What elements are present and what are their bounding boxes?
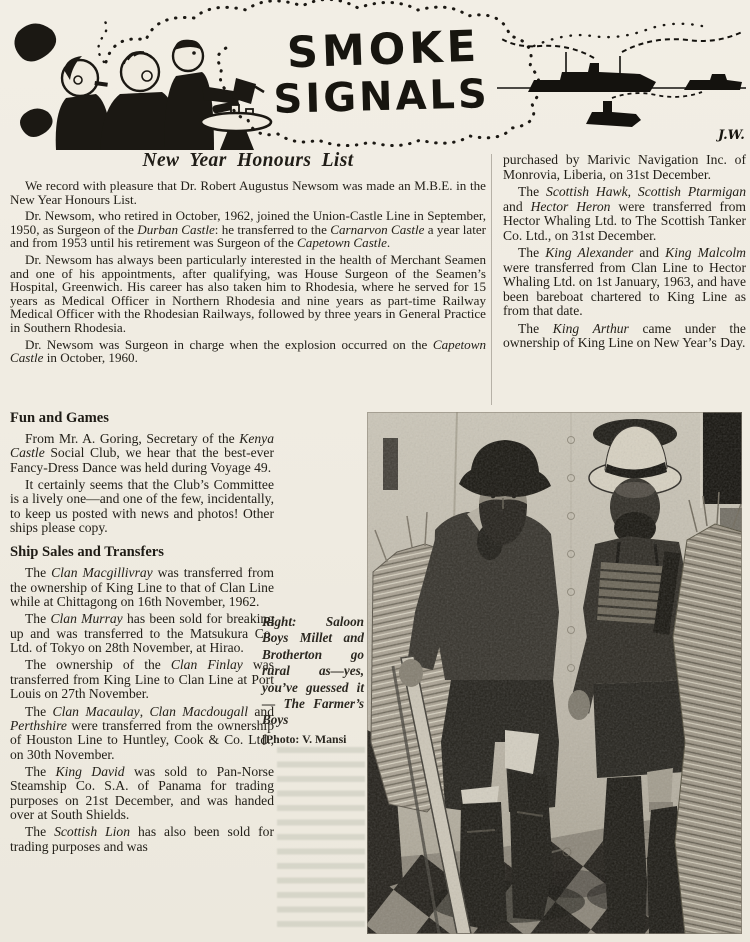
paragraph: The Scottish Lion has also been sold for trading purposes and was <box>10 824 274 854</box>
paragraph: From Mr. A. Goring, Secretary of the Kenya Castle Social Club, we hear that the best-ever Fancy-Dress Dance was held during Voyage 49. <box>10 431 274 475</box>
lead-article-body <box>10 179 486 365</box>
paragraph: The ownership of the Clan Finlay was transferred from King Line to Clan Line at Port Louis on 27th November. <box>10 657 274 702</box>
column-divider <box>491 154 492 405</box>
right-column-body <box>503 153 746 351</box>
right-column <box>503 153 746 354</box>
fun-and-games-section <box>10 410 274 535</box>
paragraph: The Clan Murray has been sold for breaking up and was transferred to the Matsukura Co. Ltd. of Tokyo on 28th November, at Hirao. <box>10 611 274 656</box>
artist-signature: J.W. <box>718 128 745 143</box>
photo-svg <box>367 412 742 934</box>
paragraph: The Scottish Hawk, Scottish Ptarmigan and Hector Heron were transferred from Hector Whaling Ltd. to The Scottish Tanker Co. Ltd., on 31st December. <box>503 184 746 243</box>
ship-sales-section <box>10 544 274 854</box>
lead-article-title: New Year Honours List <box>142 150 354 171</box>
paragraph: purchased by Marivic Navigation Inc. of Monrovia, Liberia, on 31st December. <box>503 152 746 182</box>
fancy-dress-photo <box>367 412 742 934</box>
tanker <box>684 74 742 90</box>
steamship <box>528 63 656 92</box>
section-heading: Fun and Games <box>10 410 109 426</box>
paragraph: It certainly seems that the Club’s Committee is a lively one—and one of the few, incidentally, to keep us posted with news and photos! Other ships please copy. <box>10 477 274 536</box>
photo-grain <box>367 412 742 934</box>
paragraph: The King Alexander and King Malcolm were transferred from Clan Line to Hector Whaling Ltd. on 1st January, 1963, and have been bareboat chartered to King Line as from that date. <box>503 245 746 318</box>
left-column <box>10 410 274 857</box>
paragraph: Dr. Newsom has always been particularly interested in the health of Merchant Seamen and one of his appointments, after qualifying, was House Surgeon of the Seamen’s Hospital, Greenwich. His career has also taken him to Rhodesia, where he served for 15 years as Medical Officer in Northern Rhodesia and nine years as part-time Railway Medical Officer with the Rhodesian Railways, followed by three years in General Practice in Southern Rhodesia. <box>10 251 486 335</box>
paragraph: Dr. Newsom was Surgeon in charge when the explosion occurred on the Capetown Castle in October, 1960. <box>10 336 486 366</box>
paragraph: Dr. Newsom, who retired in October, 1962, joined the Union-Castle Line in September, 1950, as Surgeon of the Durban Castle: he transferred to the Carnarvon Castle a year later and from 1953 until his retirement was Surgeon of the Capetown Castle. <box>10 208 487 251</box>
paragraph: The Clan Macaulay, Clan Macdougall and Perthshire were transferred from the ownership of Houston Line to Huntley, Cook & Co. Ltd., on 30th November. <box>10 703 274 762</box>
photo-credit: [Photo: V. Mansi <box>262 731 347 746</box>
tugboat <box>586 101 641 127</box>
caption-text: Right: Saloon Boys Millet and Brotherton go rural as—yes, you’ve guessed it — The Farmer’s Boys <box>262 614 364 728</box>
paragraph: The King David was sold to Pan-Norse Steamship Co. S.A. of Panama for trading purposes on 21st December, and was handed over at South Shields. <box>10 763 274 822</box>
smokers-cartoon <box>56 40 271 150</box>
fun-and-games-body <box>10 432 274 535</box>
page-showthrough <box>277 747 365 935</box>
paragraph: The Clan Macgillivray was transferred from the ownership of King Line to that of Clan Line while at Chittagong on 16th November, 1962. <box>10 565 274 610</box>
photo-caption <box>262 614 364 747</box>
ship-sales-body <box>10 566 274 854</box>
paragraph: We record with pleasure that Dr. Robert Augustus Newsom was made an M.B.E. in the New Year Honours List. <box>10 178 486 207</box>
paragraph: The King Arthur came under the ownership of King Line on New Year’s Day. <box>503 320 746 350</box>
section-heading: Ship Sales and Transfers <box>10 544 164 561</box>
masthead <box>0 0 750 150</box>
masthead-title-line1: SMOKE <box>286 21 481 79</box>
masthead-cartoon-svg <box>0 0 750 150</box>
masthead-title-line2: SIGNALS <box>272 71 491 123</box>
ink-blobs <box>14 23 56 137</box>
lead-article <box>10 150 486 368</box>
